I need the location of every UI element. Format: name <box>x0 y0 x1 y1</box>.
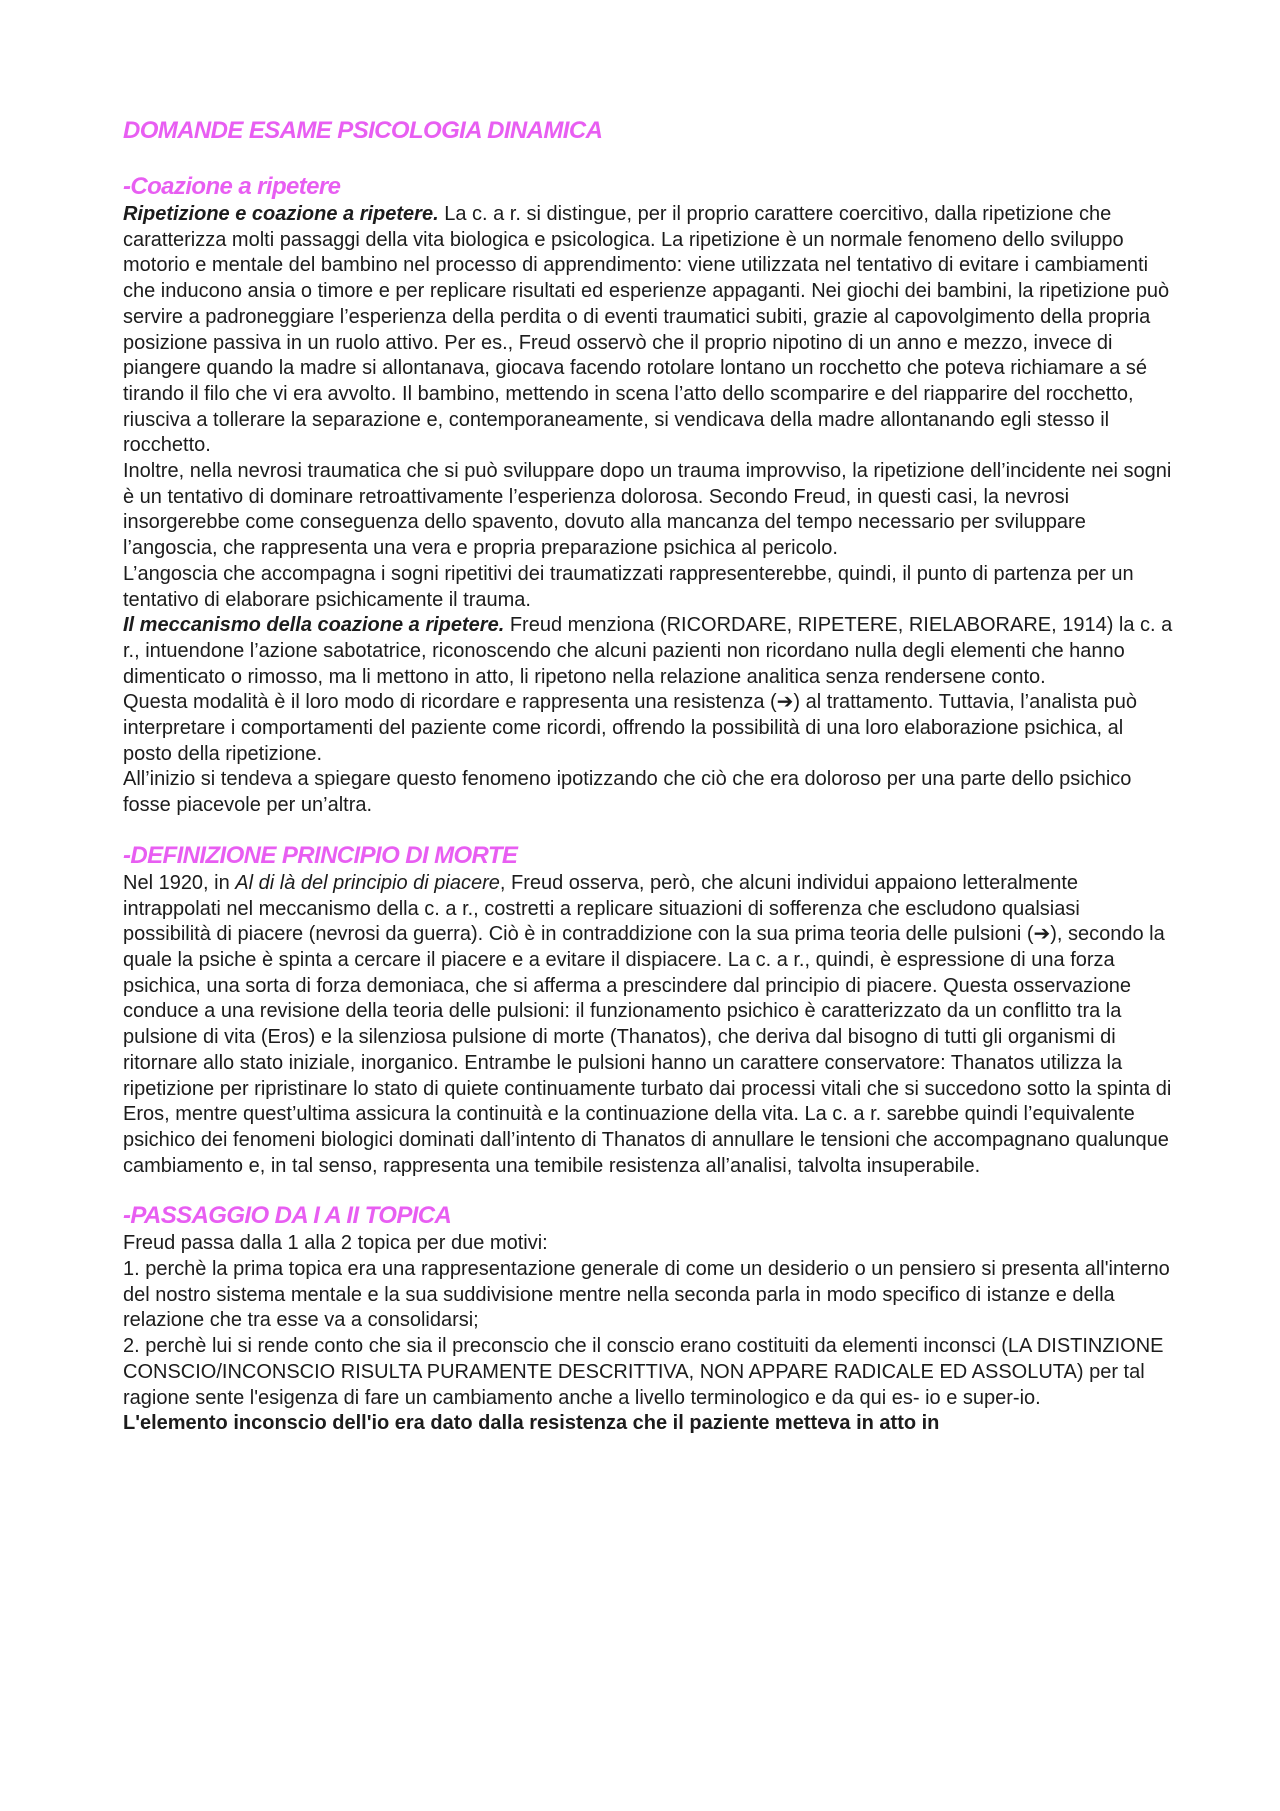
paragraph-bold: L'elemento inconscio dell'io era dato dalla resistenza che il paziente metteva in atto in <box>123 1412 940 1435</box>
book-title: Al di là del principio di piacere <box>235 871 500 894</box>
paragraph: Questa modalità è il loro modo di ricordare e rappresenta una resistenza (➔) al trattamento. Tuttavia, l’analista può interpretare i comportamenti del paziente come ricordi, offrendo la possibilità di una loro elaborazione psichica, al posto della ripetizione. <box>123 691 1137 765</box>
document-page <box>123 116 1173 1437</box>
paragraph <box>123 871 1173 1179</box>
paragraph-text: La c. a r. si distingue, per il proprio carattere coercitivo, dalla ripetizione che caratterizza molti passaggi della vita biologica e psicologica. La ripetizione è un normale fenomeno dello sviluppo motorio e mentale del bambino nel processo di apprendimento: viene utilizzata nel tentativo di evitare i cambiamenti che inducono ansia o timore e per replicare risultati ed esperienze appaganti. Nei giochi dei bambini, la ripetizione può servire a padroneggiare l’esperienza della perdita o di eventi traumatici subiti, grazie al capovolgimento della propria posizione passiva in un ruolo attivo. Per es., Freud osservò che il proprio nipotino di un anno e mezzo, invece di piangere quando la madre si allontanava, giocava facendo rotolare lontano un rocchetto che poteva richiamare a sé tirando il filo che vi era avvolto. Il bambino, mettendo in scena l’atto dello scomparire e del riapparire del rocchetto, riusciva a tollerare la separazione e, contemporaneamente, si vendicava della madre allontanando egli stesso il rocchetto. <box>123 203 1170 457</box>
document-title: DOMANDE ESAME PSICOLOGIA DINAMICA <box>123 117 603 144</box>
section-heading: -DEFINIZIONE PRINCIPIO DI MORTE <box>123 841 518 869</box>
section-passaggio-topica <box>123 1201 1173 1437</box>
paragraph-lead: Il meccanismo della coazione a ripetere. <box>123 614 505 637</box>
paragraph-lead: Ripetizione e coazione a ripetere. <box>123 203 439 225</box>
paragraph: Freud passa dalla 1 alla 2 topica per due motivi: <box>123 1232 548 1255</box>
paragraph: Inoltre, nella nevrosi traumatica che si può sviluppare dopo un trauma improvviso, la ripetizione dell’incidente nei sogni è un tentativo di dominare retroattivamente l’esperienza dolorosa. Secondo Freud, in questi casi, la nevrosi insorgerebbe come conseguenza dello spavento, dovuto alla mancanza del tempo necessario per sviluppare l’angoscia, che rappresenta una vera e propria preparazione psichica al pericolo. <box>123 460 1172 560</box>
paragraph-text: Freud menziona (RICORDARE, RIPETERE, RIELABORARE, 1914) la c. a r., intuendone l’azione sabotatrice, riconoscendo che alcuni pazienti non ricordano nulla degli elementi che hanno dimenticato o rimosso, ma li mettono in atto, li ripetono nella relazione analitica senza rendersene conto. <box>123 614 1173 688</box>
paragraph-text: Nel 1920, in <box>123 871 236 894</box>
paragraph <box>123 202 1173 459</box>
paragraph: All’inizio si tendeva a spiegare questo fenomeno ipotizzando che ciò che era doloroso per una parte dello psichico fosse piacevole per un’altra. <box>123 768 1132 817</box>
section-heading: -PASSAGGIO DA I A II TOPICA <box>123 1202 452 1230</box>
section-principio-di-morte <box>123 841 1173 1179</box>
paragraph-text: , Freud osserva, però, che alcuni individui appaiono letteralmente intrappolati nel meccanismo della c. a r., costretti a replicare situazioni di sofferenza che escludono qualsiasi possibilità di piacere (nevrosi da guerra). Ciò è in contraddizione con la sua prima teoria delle pulsioni (➔), secondo la quale la psiche è spinta a cercare il piacere e a evitare il dispiacere. La c. a r., quindi, è espressione di una forza psichica, una sorta di forza demoniaca, che si afferma a prescindere dal principio di piacere. Questa osservazione conduce a una revisione della teoria delle pulsioni: il funzionamento psichico è caratterizzato da un conflitto tra la pulsione di vita (Eros) e la silenziosa pulsione di morte (Thanatos), che deriva dal bisogno di tutti gli organismi di ritornare allo stato iniziale, inorganico. Entrambe le pulsioni hanno un carattere conservatore: Thanatos utilizza la ripetizione per ripristinare lo stato di quiete continuamente turbato dai processi vitali che si succedono sotto la spinta di Eros, mentre quest’ultima assicura la continuità e la continuazione della vita. La c. a r. sarebbe quindi l’equivalente psichico dei fenomeni biologici dominati dall’intento di Thanatos di annullare le tensioni che accompagnano qualunque cambiamento e, in tal senso, rappresenta una temibile resistenza all’analisi, talvolta insuperabile. <box>123 871 1172 1177</box>
list-item: 2. perchè lui si rende conto che sia il preconscio che il conscio erano costituiti da elementi inconsci (LA DISTINZIONE CONSCIO/INCONSCIO RISULTA PURAMENTE DESCRITTIVA, NON APPARE RADICALE ED ASSOLUTA) per tal ragione sente l'esigenza di fare un cambiamento anche a livello terminologico e da qui es- io e super-io. <box>123 1335 1164 1409</box>
paragraph <box>123 613 1173 690</box>
section-coazione <box>123 172 1173 819</box>
section-heading: -Coazione a ripetere <box>123 173 341 200</box>
paragraph: L’angoscia che accompagna i sogni ripetitivi dei traumatizzati rappresenterebbe, quindi, il punto di partenza per un tentativo di elaborare psichicamente il trauma. <box>123 562 1134 611</box>
list-item: 1. perchè la prima topica era una rappresentazione generale di come un desiderio o un pensiero si presenta all'interno del nostro sistema mentale e la sua suddivisione mentre nella seconda parla in modo specifico di istanze e della relazione che tra esse va a consolidarsi; <box>123 1258 1170 1332</box>
